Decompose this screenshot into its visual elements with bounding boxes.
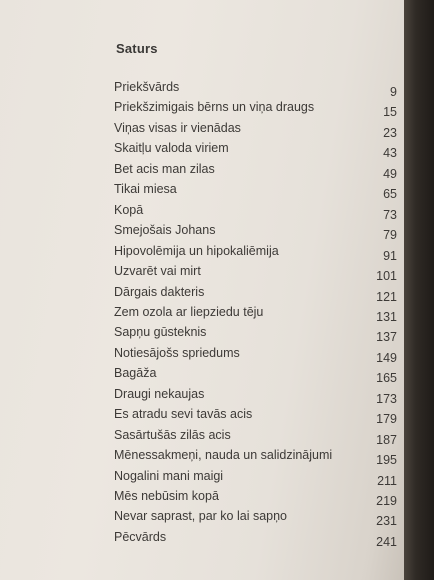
toc-entry-title: Priekšvārds bbox=[114, 80, 180, 94]
toc-entry-page-number: 91 bbox=[383, 248, 397, 263]
toc-entry bbox=[114, 469, 397, 489]
toc-entry-title: Pēcvārds bbox=[114, 529, 167, 544]
toc-entry bbox=[114, 346, 397, 366]
toc-entry-page-number: 65 bbox=[383, 187, 397, 202]
toc-entry bbox=[114, 182, 397, 202]
toc-entry bbox=[114, 366, 397, 386]
toc-entry bbox=[114, 387, 397, 407]
toc-entry-title: Smejošais Johans bbox=[114, 223, 216, 238]
toc-entry-title: Notiesājošs spriedums bbox=[114, 345, 240, 360]
toc-entry bbox=[114, 407, 397, 427]
toc-entry-page-number: 79 bbox=[383, 228, 397, 243]
toc-entry-page-number: 131 bbox=[376, 309, 397, 324]
toc-entry-title: Nogalini mani maigi bbox=[114, 468, 224, 483]
toc-entry-title: Mēs nebūsim kopā bbox=[114, 489, 219, 503]
toc-entry-title: Tikai miesa bbox=[114, 182, 177, 197]
toc-entry-page-number: 241 bbox=[376, 534, 397, 549]
toc-entry-page-number: 121 bbox=[376, 289, 397, 304]
toc-entry bbox=[114, 141, 397, 161]
toc-entry-page-number: 101 bbox=[376, 269, 397, 284]
toc-entry-page-number: 231 bbox=[376, 514, 397, 529]
toc-entry bbox=[114, 223, 397, 243]
toc-entry-title: Mēnessakmeņi, nauda un salidzinājumi bbox=[114, 448, 333, 463]
toc-entry-page-number: 15 bbox=[383, 105, 397, 120]
toc-entry-page-number: 73 bbox=[383, 207, 397, 222]
toc-entry-title: Dārgais dakteris bbox=[114, 284, 205, 299]
toc-entry-page-number: 43 bbox=[383, 146, 397, 161]
toc-entry-title: Sapņu gūsteknis bbox=[114, 325, 207, 340]
toc-entry bbox=[114, 448, 397, 468]
toc-entry-title: Uzvarēt vai mirt bbox=[114, 264, 201, 279]
toc-entry bbox=[114, 203, 397, 223]
toc-entry bbox=[114, 80, 397, 100]
toc-entry bbox=[114, 305, 397, 325]
toc-entry-page-number: 23 bbox=[383, 125, 397, 140]
page-edge-shadow bbox=[404, 0, 434, 580]
toc-entry-page-number: 173 bbox=[376, 391, 397, 406]
toc-entry-title: Hipovolēmija un hipokaliēmija bbox=[114, 243, 279, 258]
toc-entry-title: Draugi nekaujas bbox=[114, 386, 205, 401]
toc-entry bbox=[114, 428, 397, 448]
toc-entry bbox=[114, 121, 397, 141]
toc-entry-title: Skaitļu valoda viriem bbox=[114, 141, 229, 156]
toc-entry-title: Bagāža bbox=[114, 366, 157, 381]
toc-entry-page-number: 9 bbox=[390, 85, 397, 99]
toc-entry bbox=[114, 285, 397, 305]
toc-entry bbox=[114, 325, 397, 345]
toc-entry-page-number: 165 bbox=[376, 371, 397, 386]
toc-entry-page-number: 219 bbox=[376, 494, 397, 508]
toc-entry-title: Es atradu sevi tavās acis bbox=[114, 407, 253, 422]
toc-entry bbox=[114, 509, 397, 529]
toc-entry-title: Kopā bbox=[114, 202, 144, 217]
toc-entry bbox=[114, 530, 397, 550]
toc-entry-page-number: 187 bbox=[376, 432, 397, 447]
toc-entry-page-number: 149 bbox=[376, 350, 397, 365]
toc-entry-page-number: 137 bbox=[376, 330, 397, 345]
toc-entry bbox=[114, 162, 397, 182]
toc-entry-page-number: 179 bbox=[376, 412, 397, 427]
toc-heading: Saturs bbox=[116, 41, 158, 56]
toc-entry-title: Sasārtušās zilās acis bbox=[114, 427, 231, 442]
toc-entry-title: Nevar saprast, par ko lai sapņo bbox=[114, 509, 288, 524]
toc-entry-title: Zem ozola ar liepziedu tēju bbox=[114, 304, 264, 319]
toc-entry-page-number: 195 bbox=[376, 453, 397, 468]
toc-entry-title: Priekšzimigais bērns un viņa draugs bbox=[114, 100, 315, 115]
toc-entry bbox=[114, 100, 397, 120]
toc-entry-page-number: 211 bbox=[377, 473, 397, 488]
toc-entry bbox=[114, 244, 397, 264]
toc-entry-title: Viņas visas ir vienādas bbox=[114, 120, 241, 135]
toc-entry-page-number: 49 bbox=[383, 166, 397, 181]
toc-entry-title: Bet acis man zilas bbox=[114, 161, 215, 176]
toc-entry bbox=[114, 264, 397, 284]
toc-entry bbox=[114, 489, 397, 509]
